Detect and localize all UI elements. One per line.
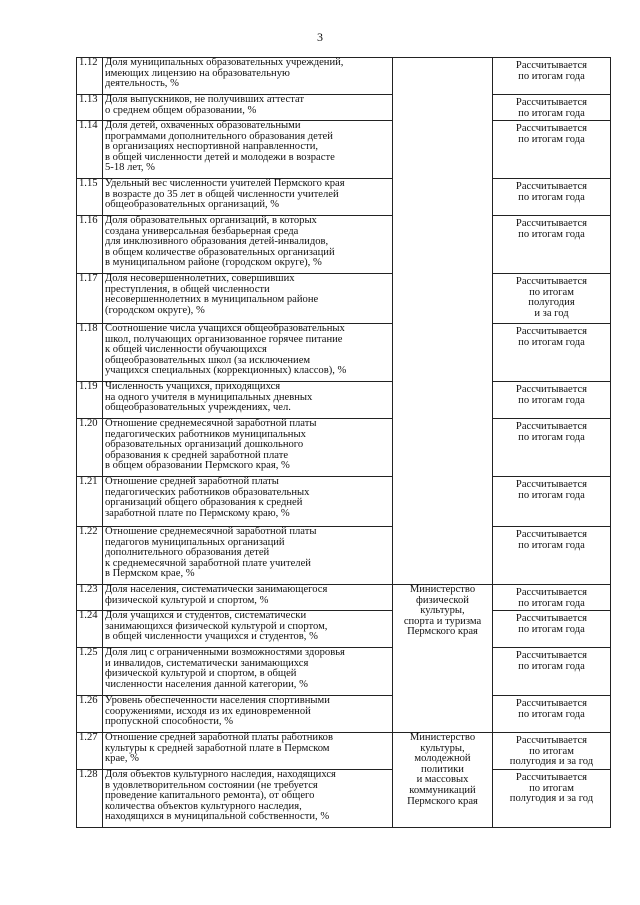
indicator-text: Доля населения, систематически занимающегося физической культурой и спортом, % — [105, 584, 328, 606]
period-text: Рассчитывается по итогам года — [515, 613, 588, 635]
period-text: Рассчитывается по итогам года — [515, 587, 588, 609]
table-row — [77, 216, 611, 274]
indicator-text: Доля лиц с ограниченными возможностями здоровья и инвалидов, систематически занимающихся физической культурой и спортом, в общей численности населения данной категории, % — [105, 647, 345, 690]
indicator-text: Доля детей, охваченных образовательными программами дополнительного образования детей в организациях неспортивной направленности, в общей численности детей и молодежи в возрасте 5-18 лет, % — [105, 120, 335, 174]
row-number: 1.16 — [77, 216, 103, 274]
table-row — [77, 179, 611, 216]
page-number: 3 — [317, 30, 323, 44]
indicator-text: Доля выпускников, не получивших аттестат о среднем общем образовании, % — [105, 94, 305, 116]
row-number: 1.26 — [77, 696, 103, 733]
row-number: 1.15 — [77, 179, 103, 216]
row-number: 1.21 — [77, 477, 103, 527]
table-row — [77, 527, 611, 585]
row-number: 1.24 — [77, 611, 103, 648]
indicator-text: Доля образовательных организаций, в которых создана универсальная безбарьерная среда для инклюзивного образования детей-инвалидов, в общем количестве образовательных организаций в муниципальном районе (городском округе), % — [105, 215, 335, 269]
indicator-text: Отношение средней заработной платы работников культуры к средней заработной плате в Пермском крае, % — [105, 732, 333, 765]
period-text: Рассчитывается по итогам года — [515, 218, 588, 240]
period-text: Рассчитывается по итогам года — [515, 326, 588, 348]
row-number: 1.14 — [77, 121, 103, 179]
indicators-table — [76, 57, 611, 828]
table-row — [77, 382, 611, 419]
period-text: Рассчитывается по итогам года — [515, 60, 588, 82]
row-number: 1.19 — [77, 382, 103, 419]
table-row — [77, 95, 611, 121]
indicator-text: Уровень обеспеченности населения спортивными сооружениями, исходя из их единовременной пропускной способности, % — [105, 695, 330, 728]
indicator-text: Численность учащихся, приходящихся на одного учителя в муниципальных дневных общеобразовательных учреждениях, чел. — [105, 381, 313, 414]
row-number: 1.28 — [77, 770, 103, 828]
indicator-text: Отношение средней заработной платы педагогических работников образовательных организаций общего образования к средней заработной плате по Пермскому краю, % — [105, 476, 310, 519]
period-text: Рассчитывается по итогам года — [515, 479, 588, 501]
indicator-text: Отношение среднемесячной заработной платы педагогов муниципальных организаций дополнительного образования детей к среднемесячной заработной плате учителей в Пермском крае, % — [105, 526, 317, 580]
table-row — [77, 696, 611, 733]
table-row — [77, 477, 611, 527]
period-text: Рассчитывается по итогам года — [515, 421, 588, 443]
table-row — [77, 121, 611, 179]
period-text: Рассчитывается по итогам полугодия и за год — [509, 735, 594, 768]
table-row — [77, 274, 611, 324]
period-text: Рассчитывается по итогам полугодия и за год — [509, 772, 594, 805]
table-row — [77, 733, 611, 770]
period-text: Рассчитывается по итогам года — [515, 181, 588, 203]
period-text: Рассчитывается по итогам года — [515, 384, 588, 406]
row-number: 1.12 — [77, 58, 103, 95]
row-number: 1.25 — [77, 648, 103, 696]
indicator-text: Доля объектов культурного наследия, находящихся в удовлетворительном состоянии (не требуется проведение капитального ремонта), от общего количества объектов культурного наследия, находящихся в муниципальной собственности, % — [105, 769, 336, 823]
table-row — [77, 770, 611, 828]
indicator-text: Отношение среднемесячной заработной платы педагогических работников муниципальных образовательных организаций дошкольного образования к средней заработной плате в общем образовании Пермского края, % — [105, 418, 317, 472]
period-text: Рассчитывается по итогам года — [515, 698, 588, 720]
period-text: Рассчитывается по итогам года — [515, 123, 588, 145]
row-number: 1.27 — [77, 733, 103, 770]
indicator-text: Доля муниципальных образовательных учреждений, имеющих лицензию на образовательную деятельность, % — [105, 57, 344, 90]
table-row — [77, 648, 611, 696]
table-row — [77, 611, 611, 648]
row-number: 1.18 — [77, 324, 103, 382]
indicator-text: Доля несовершеннолетних, совершивших преступления, в общей численности несовершеннолетних в муниципальном районе (городском округе), % — [105, 273, 319, 316]
period-text: Рассчитывается по итогам года — [515, 97, 588, 119]
table-row — [77, 58, 611, 95]
row-number: 1.22 — [77, 527, 103, 585]
row-number: 1.20 — [77, 419, 103, 477]
indicator-text: Доля учащихся и студентов, систематически занимающихся физической культурой и спортом, в общей численности учащихся и студентов, % — [105, 610, 328, 643]
table-row — [77, 585, 611, 611]
organization-culture: Министерство культуры, молодежной политики и массовых коммуникаций Пермского края — [407, 732, 478, 807]
period-text: Рассчитывается по итогам года — [515, 650, 588, 672]
row-number: 1.17 — [77, 274, 103, 324]
indicator-text: Соотношение числа учащихся общеобразовательных школ, получающих организованное горячее питание к общей численности обучающихся общеобразовательных школ (за исключением учащихся специальных (коррекционных) классов), % — [105, 323, 347, 377]
indicator-text: Удельный вес численности учителей Пермского края в возрасте до 35 лет в общей численности учителей общеобразовательных организаций, % — [105, 178, 345, 211]
table-row — [77, 324, 611, 382]
row-number: 1.13 — [77, 95, 103, 121]
row-number: 1.23 — [77, 585, 103, 611]
period-text: Рассчитывается по итогам полугодия и за год — [515, 276, 588, 319]
table-row — [77, 419, 611, 477]
organization-cell-empty — [393, 58, 493, 585]
period-text: Рассчитывается по итогам года — [515, 529, 588, 551]
organization-sport: Министерство физической культуры, спорта и туризма Пермского края — [403, 584, 482, 638]
